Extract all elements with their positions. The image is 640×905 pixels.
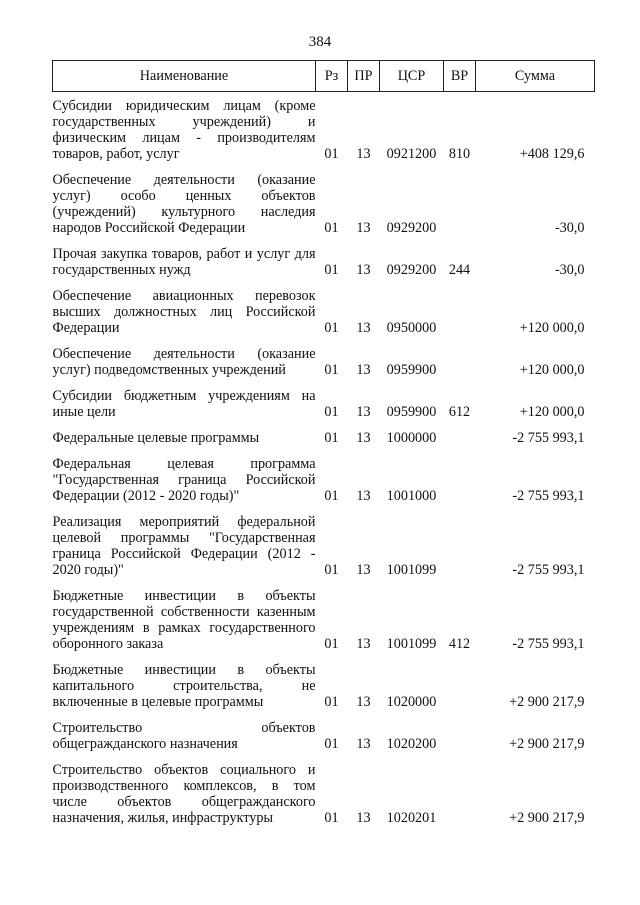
- row-vr: [444, 446, 476, 504]
- row-vr: 412: [448, 636, 471, 652]
- row-csr: 1001099: [386, 636, 437, 652]
- row-name: Обеспечение авиационных перевозок высших должностных лиц Российской Федерации: [52, 288, 316, 336]
- row-vr: [444, 504, 476, 578]
- row-vr: [444, 652, 476, 710]
- row-csr: 0929200: [386, 220, 437, 236]
- row-name: Федеральные целевые программы: [52, 430, 260, 446]
- row-csr: 1020000: [386, 694, 437, 710]
- table-row: [53, 652, 595, 710]
- row-csr: 1001000: [386, 488, 437, 504]
- row-pr: 13: [356, 362, 371, 378]
- row-sum: -2 755 993,1: [512, 562, 585, 578]
- row-sum: -2 755 993,1: [512, 430, 585, 446]
- column-header-sum: Сумма: [476, 61, 595, 92]
- row-rz: 01: [324, 430, 339, 446]
- row-pr: 13: [356, 810, 371, 826]
- column-header-name: Наименование: [53, 61, 316, 92]
- row-csr: 1000000: [386, 430, 437, 446]
- row-vr: [444, 420, 476, 446]
- row-name: Субсидии бюджетным учреждениям на иные цели: [52, 388, 316, 420]
- column-header-pr: ПР: [348, 61, 380, 92]
- table-row: [53, 420, 595, 446]
- row-sum: +408 129,6: [519, 146, 585, 162]
- row-name: Федеральная целевая программа "Государственная граница Российской Федерации (2012 - 2020 годы)": [52, 456, 316, 504]
- table-row: [53, 336, 595, 378]
- row-sum: +2 900 217,9: [509, 694, 585, 710]
- column-header-vr: ВР: [444, 61, 476, 92]
- row-rz: 01: [324, 146, 339, 162]
- row-vr: [444, 162, 476, 236]
- row-sum: +2 900 217,9: [509, 736, 585, 752]
- row-sum: +2 900 217,9: [509, 810, 585, 826]
- row-name: Реализация мероприятий федеральной целевой программы "Государственная граница Российской Федерации (2012 - 2020 годы)": [52, 514, 316, 578]
- row-sum: -2 755 993,1: [512, 636, 585, 652]
- row-rz: 01: [324, 404, 339, 420]
- table-row: [53, 378, 595, 420]
- table-row: [53, 236, 595, 278]
- row-pr: 13: [356, 430, 371, 446]
- row-pr: 13: [356, 320, 371, 336]
- table-row: [53, 278, 595, 336]
- budget-table: [52, 60, 595, 826]
- row-vr: [444, 710, 476, 752]
- row-rz: 01: [324, 262, 339, 278]
- row-vr: [444, 336, 476, 378]
- table-row: [53, 446, 595, 504]
- row-rz: 01: [324, 362, 339, 378]
- row-name: Бюджетные инвестиции в объекты капитального строительства, не включенные в целевые программы: [52, 662, 316, 710]
- row-pr: 13: [356, 262, 371, 278]
- column-header-rz: Рз: [316, 61, 348, 92]
- row-csr: 0959900: [386, 362, 437, 378]
- row-vr: 612: [448, 404, 471, 420]
- row-csr: 1020201: [386, 810, 437, 826]
- column-header-csr: ЦСР: [380, 61, 444, 92]
- row-name: Субсидии юридическим лицам (кроме государственных учреждений) и физическим лицам - производителям товаров, работ, услуг: [52, 98, 316, 162]
- row-sum: -2 755 993,1: [512, 488, 585, 504]
- table-header-row: [53, 61, 595, 92]
- row-csr: 0950000: [386, 320, 437, 336]
- row-rz: 01: [324, 488, 339, 504]
- row-rz: 01: [324, 320, 339, 336]
- row-rz: 01: [324, 810, 339, 826]
- row-rz: 01: [324, 220, 339, 236]
- row-name: Строительство объектов социального и производственного комплексов, в том числе объектов общегражданского назначения, жилья, инфраструктуры: [52, 762, 316, 826]
- row-vr: [444, 278, 476, 336]
- table-row: [53, 504, 595, 578]
- row-pr: 13: [356, 562, 371, 578]
- page-number: 384: [308, 34, 332, 50]
- row-rz: 01: [324, 562, 339, 578]
- table-row: [53, 578, 595, 652]
- row-rz: 01: [324, 694, 339, 710]
- row-csr: 0929200: [386, 262, 437, 278]
- row-sum: +120 000,0: [519, 320, 585, 336]
- row-pr: 13: [356, 404, 371, 420]
- table-row: [53, 162, 595, 236]
- row-rz: 01: [324, 736, 339, 752]
- table-row: [53, 752, 595, 826]
- row-csr: 0921200: [386, 146, 437, 162]
- row-sum: +120 000,0: [519, 362, 585, 378]
- row-pr: 13: [356, 736, 371, 752]
- row-name: Прочая закупка товаров, работ и услуг для государственных нужд: [52, 246, 316, 278]
- table-row: [53, 710, 595, 752]
- row-sum: +120 000,0: [519, 404, 585, 420]
- row-pr: 13: [356, 694, 371, 710]
- row-name: Бюджетные инвестиции в объекты государственной собственности казенным учреждениям в рамках государственного оборонного заказа: [52, 588, 316, 652]
- row-pr: 13: [356, 636, 371, 652]
- row-vr: [444, 752, 476, 826]
- row-csr: 1020200: [386, 736, 437, 752]
- row-pr: 13: [356, 146, 371, 162]
- row-vr: 244: [448, 262, 471, 278]
- row-vr: 810: [448, 146, 471, 162]
- row-sum: -30,0: [554, 262, 585, 278]
- row-name: Обеспечение деятельности (оказание услуг) подведомственных учреждений: [52, 346, 316, 378]
- table-body: [53, 92, 595, 827]
- row-rz: 01: [324, 636, 339, 652]
- table-row: [53, 92, 595, 163]
- row-pr: 13: [356, 488, 371, 504]
- row-name: Строительство объектов общегражданского назначения: [52, 720, 316, 752]
- row-csr: 1001099: [386, 562, 437, 578]
- row-csr: 0959900: [386, 404, 437, 420]
- row-pr: 13: [356, 220, 371, 236]
- row-sum: -30,0: [554, 220, 585, 236]
- row-name: Обеспечение деятельности (оказание услуг) особо ценных объектов (учреждений) культурного наследия народов Российской Федерации: [52, 172, 316, 236]
